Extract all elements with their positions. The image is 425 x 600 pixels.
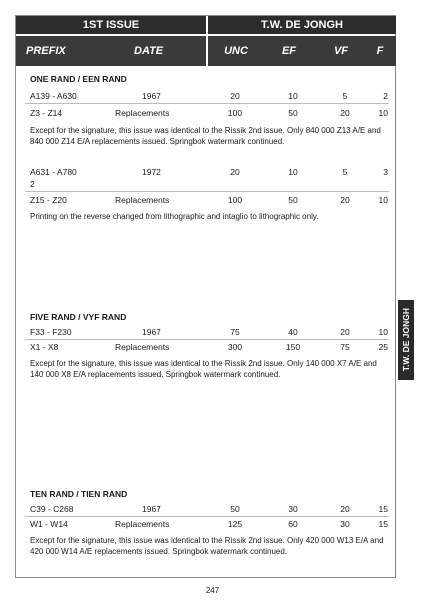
prefix-cell: A631 - A780 [30, 167, 77, 177]
prefix-cell: Z3 - Z14 [30, 108, 63, 118]
header-divider [206, 36, 208, 66]
ef-cell: 50 [288, 108, 298, 118]
f-cell: 15 [378, 504, 388, 514]
unc-cell: 300 [227, 342, 243, 352]
issue-note: Except for the signature, this issue was identical to the Rissik 2nd issue. Only 420 000 W13 E/A and 420 000 W14 A/E replacements issued. Springbok watermark continued. [30, 536, 384, 556]
prefix-cell: X1 - X8 [30, 342, 59, 352]
ef-cell: 150 [285, 342, 301, 352]
issue-note: Except for the signature, this issue was identical to the Rissik 2nd issue. Only 840 000 Z13 A/E and 840 000 Z14 E/A replacements issued. Springbok watermark continued. [30, 126, 381, 146]
date-cell: 1967 [142, 327, 161, 337]
f-cell: 3 [383, 167, 388, 177]
unc-cell: 20 [230, 167, 240, 177]
prefix-cell: W1 - W14 [30, 519, 68, 529]
section-title-five-rand: FIVE RAND / VYF RAND [30, 312, 127, 322]
f-cell: 15 [378, 519, 388, 529]
date-cell: 1967 [142, 91, 161, 101]
ef-cell: 30 [288, 504, 298, 514]
f-cell: 10 [378, 108, 388, 118]
ef-cell: 40 [288, 327, 298, 337]
date-cell: 1967 [142, 504, 161, 514]
date-cell: Replacements [115, 108, 170, 118]
ef-cell: 50 [288, 195, 298, 205]
f-cell: 10 [378, 195, 388, 205]
col-header-ef: EF [281, 45, 297, 57]
date-cell: Replacements [115, 519, 170, 529]
col-header-unc: UNC [224, 45, 248, 57]
col-header-f: F [376, 45, 384, 57]
unc-cell: 50 [230, 504, 240, 514]
date-cell: Replacements [115, 195, 170, 205]
signatory-label: T.W. DE JONGH [261, 19, 343, 31]
vf-cell: 5 [342, 167, 348, 177]
issue-note: Except for the signature, this issue was identical to the Rissik 2nd issue. Only 140 000 X7 A/E and 140 000 X8 E/A replacements issued. Springbok watermark continued. [30, 359, 377, 379]
f-cell: 25 [378, 342, 388, 352]
section-title-one-rand: ONE RAND / EEN RAND [30, 74, 127, 84]
ef-cell: 10 [288, 167, 298, 177]
table-row [30, 108, 388, 122]
unc-cell: 100 [227, 195, 243, 205]
prefix-cell: F33 - F230 [30, 327, 72, 337]
prefix-cell-continued: 2 [30, 179, 35, 189]
vf-cell: 20 [340, 195, 350, 205]
col-header-prefix: PREFIX [26, 45, 66, 57]
date-cell: 1972 [142, 167, 161, 177]
f-cell: 10 [378, 327, 388, 337]
issue-label: 1ST ISSUE [82, 19, 140, 31]
ef-cell: 10 [288, 91, 298, 101]
prefix-cell: C39 - C268 [30, 504, 74, 514]
table-row [30, 519, 388, 533]
prefix-cell: Z15 - Z20 [30, 195, 67, 205]
vf-cell: 30 [340, 519, 350, 529]
ef-cell: 60 [288, 519, 298, 529]
date-cell: Replacements [115, 342, 170, 352]
side-thumb-tab [398, 300, 414, 380]
f-cell: 2 [383, 91, 388, 101]
issue-header-bar [16, 16, 396, 34]
unc-cell: 20 [230, 91, 240, 101]
col-header-vf: VF [333, 45, 349, 57]
prefix-cell: A139 - A630 [30, 91, 77, 101]
col-header-date: DATE [134, 45, 164, 57]
row-divider [25, 516, 389, 517]
vf-cell: 75 [340, 342, 350, 352]
side-tab-label: T.W. DE JONGH [401, 308, 411, 372]
column-header-bar [16, 36, 396, 66]
table-row [30, 342, 388, 356]
vf-cell: 20 [340, 327, 350, 337]
table-row [30, 195, 388, 209]
unc-cell: 75 [230, 327, 240, 337]
unc-cell: 125 [227, 519, 243, 529]
row-divider [25, 103, 389, 104]
vf-cell: 20 [340, 108, 350, 118]
row-divider [25, 339, 389, 340]
unc-cell: 100 [227, 108, 243, 118]
vf-cell: 20 [340, 504, 350, 514]
row-divider [25, 191, 389, 192]
issue-note: Printing on the reverse changed from lithographic and intaglio to lithographic only. [30, 212, 319, 221]
vf-cell: 5 [342, 91, 348, 101]
section-title-ten-rand: TEN RAND / TIEN RAND [30, 489, 128, 499]
page-number: 247 [205, 586, 220, 595]
